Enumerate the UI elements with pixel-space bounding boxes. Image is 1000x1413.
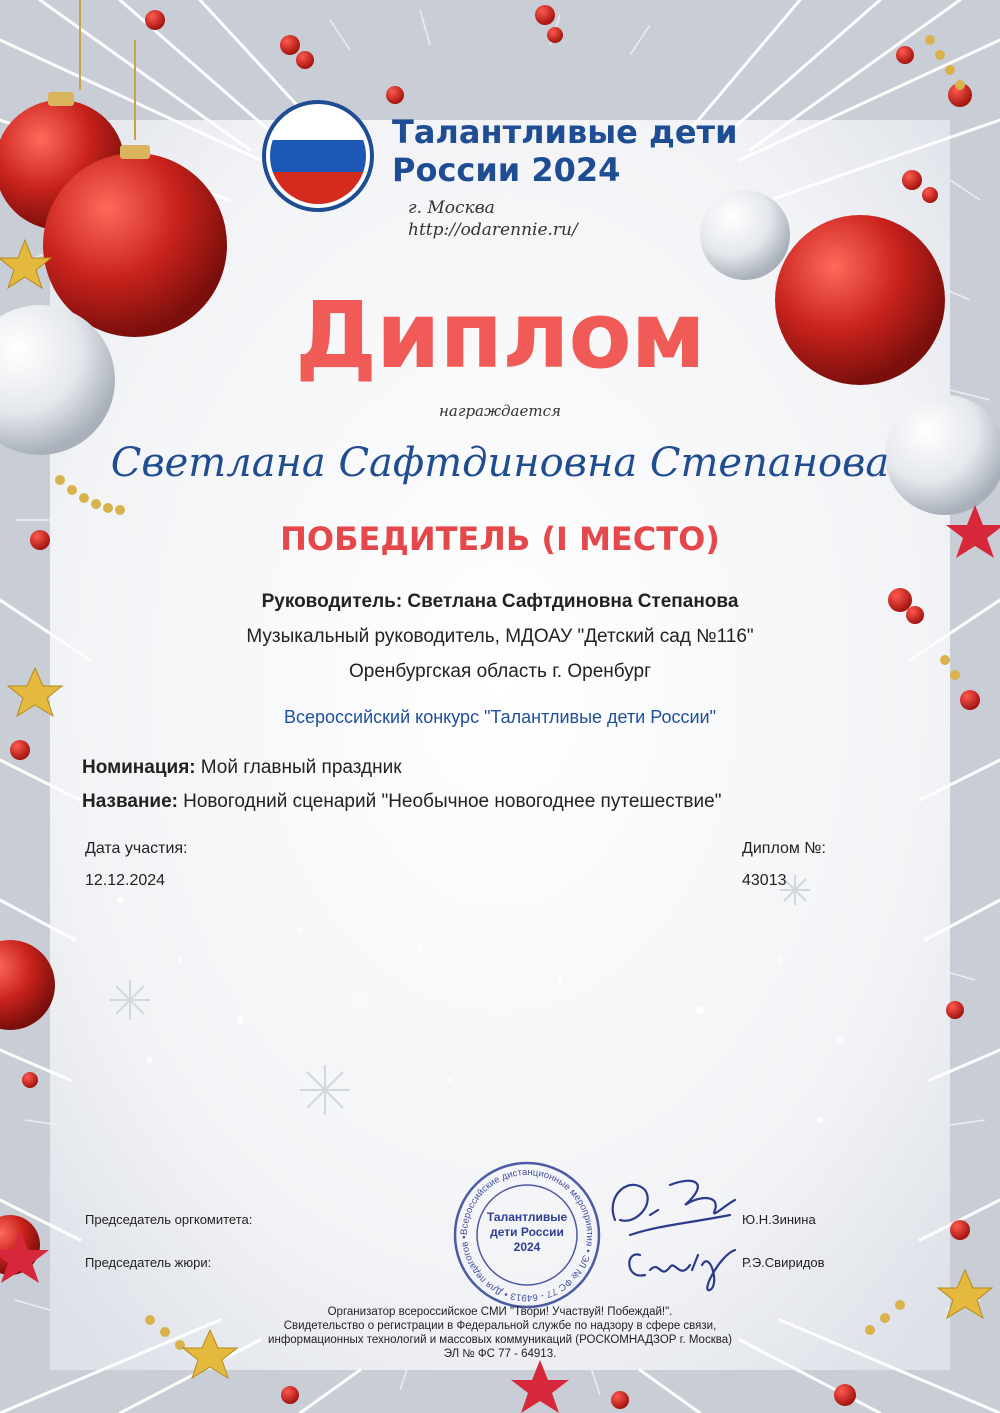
recipient-name: Светлана Сафтдиновна Степанова: [110, 440, 890, 486]
website-url: http://odarennie.ru/: [408, 220, 578, 240]
work-title-row: [82, 791, 721, 813]
stamp-center-line2: дети России: [490, 1225, 564, 1239]
position-line: Музыкальный руководитель, МДОАУ "Детский сад №116": [246, 626, 754, 647]
chair-org-label: Председатель оргкомитета:: [85, 1212, 253, 1227]
work-title-value: Новогодний сценарий "Необычное новогоднее путешествие": [183, 791, 722, 812]
logo-title-line2: России 2024: [392, 151, 621, 189]
footer-line2: Свидетельство о регистрации в Федеральной службе по надзору в сфере связи,: [283, 1320, 717, 1332]
region-line: Оренбургская область г. Оренбург: [348, 661, 652, 682]
signature-sviridov-image: [620, 1235, 740, 1295]
nomination-label: Номинация:: [82, 757, 196, 778]
nomination-value: Мой главный праздник: [200, 757, 402, 778]
contest-name: Всероссийский конкурс "Талантливые дети России": [284, 707, 716, 727]
russia-flag-icon: [262, 100, 374, 212]
footer-line3: информационных технологий и массовых коммуникаций (РОСКОМНАДЗОР г. Москва): [268, 1334, 732, 1346]
stamp-ring-text: Всероссийские дистанционные мероприятия • ЭЛ № ФС 77 - 64913 • Для педагогов •: [458, 1166, 596, 1304]
chair-org-name: Ю.Н.Зинина: [742, 1212, 816, 1227]
footer-line4: ЭЛ № ФС 77 - 64913.: [443, 1348, 557, 1360]
work-title-label: Название:: [82, 791, 179, 812]
stamp-center-line3: 2024: [513, 1240, 541, 1254]
diploma-number-label: Диплом №:: [742, 840, 826, 857]
stamp-center-line1: Талантливые: [486, 1210, 568, 1224]
place-award: ПОБЕДИТЕЛЬ (I МЕСТО): [280, 520, 720, 558]
official-stamp: [452, 1160, 602, 1310]
logo-title-line1: Талантливые дети: [392, 113, 738, 151]
leader-line: Руководитель: Светлана Сафтдиновна Степанова: [261, 591, 739, 612]
signature-zinina-image: [600, 1165, 740, 1245]
nomination-row: [82, 757, 402, 779]
footer-organizer: [0, 1305, 1000, 1361]
diploma-title: Диплом: [295, 282, 705, 389]
chair-jury-label: Председатель жюри:: [85, 1255, 212, 1270]
city: г. Москва: [408, 198, 495, 218]
chair-jury-name: Р.Э.Свиридов: [742, 1255, 825, 1270]
diploma-number-value: 43013: [742, 872, 787, 889]
footer-line1: Организатор всероссийское СМИ "Твори! Участвуй! Побеждай!".: [327, 1306, 673, 1318]
date-label: Дата участия:: [85, 840, 188, 857]
date-value: 12.12.2024: [85, 872, 166, 889]
logo: [262, 100, 374, 212]
awarded-label: награждается: [439, 402, 561, 420]
